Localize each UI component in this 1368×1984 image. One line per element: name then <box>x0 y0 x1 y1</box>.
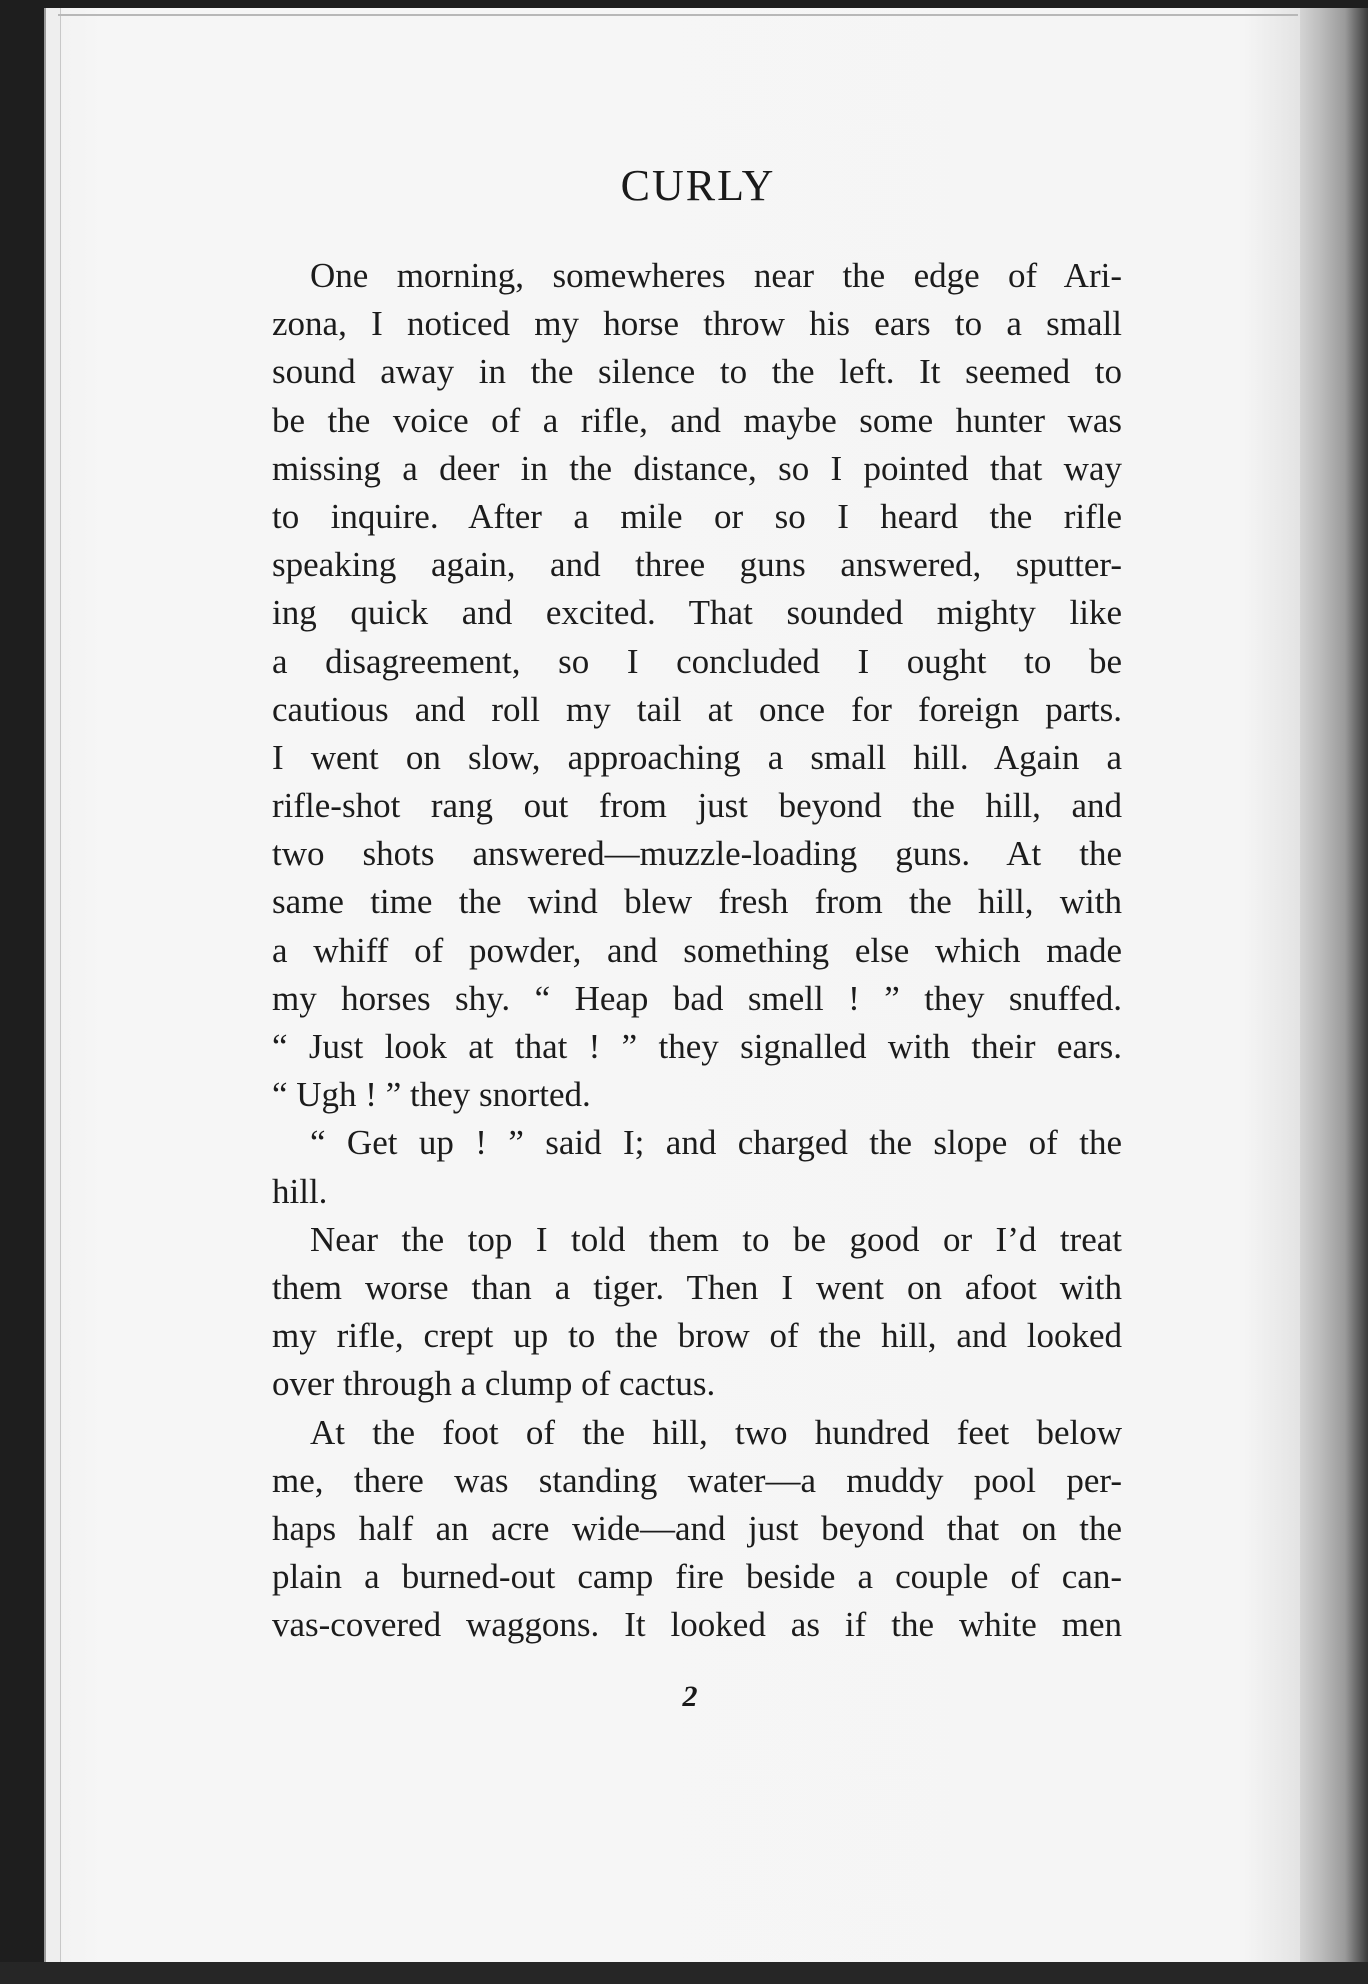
text-line: I went on slow, approaching a small hill. Again a <box>272 737 1122 777</box>
text-line: rifle-shot rang out from just beyond the hill, and <box>272 786 1122 826</box>
text-line: “ Ugh ! ” they snorted. <box>272 1075 591 1115</box>
page-number: 2 <box>682 1680 698 1713</box>
page-left-edge <box>44 8 61 1966</box>
text-line: One morning, somewheres near the edge of Ari- <box>310 256 1122 295</box>
body-text <box>272 252 1122 1649</box>
text-line: a whiff of powder, and something else which made <box>272 930 1122 970</box>
page-bottom-shadow <box>0 1962 1368 1984</box>
text-line: “ Get up ! ” said I; and charged the slope of the <box>310 1123 1122 1163</box>
text-line: sound away in the silence to the left. It seemed to <box>272 352 1122 392</box>
text-line: same time the wind blew fresh from the hill, with <box>272 882 1122 922</box>
page-top-edge <box>58 14 1298 16</box>
text-line: ing quick and excited. That sounded mighty like <box>272 593 1122 633</box>
text-line: to inquire. After a mile or so I heard the rifle <box>272 496 1122 536</box>
text-line: over through a clump of cactus. <box>272 1364 716 1404</box>
text-line: me, there was standing water—a muddy pool per- <box>272 1460 1122 1500</box>
text-line: be the voice of a rifle, and maybe some hunter was <box>272 400 1122 440</box>
text-line: speaking again, and three guns answered, sputter- <box>272 545 1122 585</box>
chapter-title: CURLY <box>620 161 776 210</box>
text-line: zona, I noticed my horse throw his ears to a small <box>272 304 1122 344</box>
text-line: them worse than a tiger. Then I went on afoot with <box>272 1267 1122 1307</box>
text-line: a disagreement, so I concluded I ought to be <box>272 641 1122 681</box>
text-line: vas-covered waggons. It looked as if the white men <box>272 1605 1122 1645</box>
page-gutter-shadow <box>1300 8 1368 1984</box>
text-line: my rifle, crept up to the brow of the hill, and looked <box>272 1316 1122 1356</box>
text-line: plain a burned-out camp fire beside a couple of can- <box>272 1557 1122 1597</box>
text-line: missing a deer in the distance, so I pointed that way <box>272 448 1122 488</box>
text-line: Near the top I told them to be good or I’d treat <box>310 1219 1122 1259</box>
text-line: cautious and roll my tail at once for foreign parts. <box>272 689 1122 729</box>
text-line: hill. <box>272 1171 328 1211</box>
text-line: At the foot of the hill, two hundred feet below <box>310 1412 1122 1452</box>
text-line: two shots answered—muzzle-loading guns. At the <box>272 834 1122 874</box>
text-line: haps half an acre wide—and just beyond that on the <box>272 1508 1122 1548</box>
text-line: “ Just look at that ! ” they signalled with their ears. <box>272 1027 1122 1066</box>
text-line: my horses shy. “ Heap bad smell ! ” they snuffed. <box>272 978 1122 1018</box>
